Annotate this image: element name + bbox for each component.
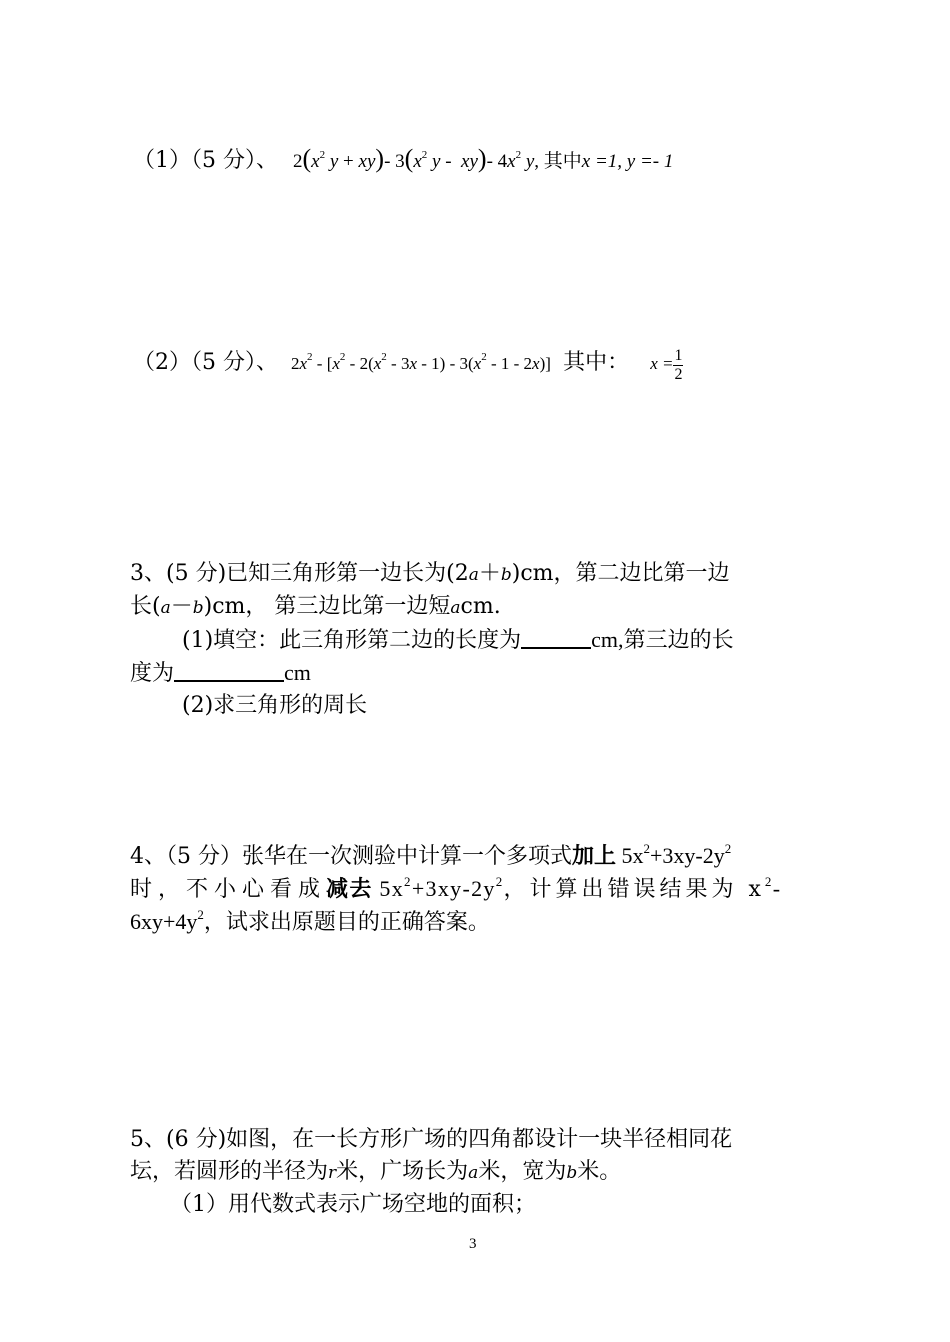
answer-blank-third-side[interactable] <box>174 658 284 682</box>
question-4-line-3: $6xy+4y^2$，试求出原题目的正确答案。 <box>130 907 490 935</box>
page-number: 3 <box>469 1236 477 1252</box>
question-5-line-2: 坛，若圆形的半径为r米，广场长为a米，宽为b米。 <box>130 1159 622 1184</box>
question-3-line-2: 长(a－b)cm， 第三边比第一边短acm. <box>130 594 501 619</box>
question-3-sub-1: (1)填空：此三角形第二边的长度为 cm,第三边的长 <box>182 627 734 653</box>
question-1-label: （1）（5 分）、 <box>133 148 278 173</box>
question-2-condition: x = $\frac{1}{2}$ <box>650 346 683 383</box>
fraction-one-half: $\frac{1}{2}$ <box>674 346 683 383</box>
question-5 <box>130 1124 820 1221</box>
question-4-line-1: 4、（5 分）张华在一次测验中计算一个多项式加上 $5x^2+3xy-2y^2$ <box>130 841 732 869</box>
question-2 <box>133 345 683 384</box>
answer-blank-second-side[interactable] <box>521 625 591 649</box>
question-3-sub-2: (2)求三角形的周长 <box>182 693 368 718</box>
question-3-line-1: 3、(5 分)已知三角形第一边长为(2a＋b)cm，第二边比第一边 <box>130 561 730 586</box>
question-2-expression: $2x^2 - [x^2 - 2(x^2 - 3x - 1) - 3(x^2 - 1 - 2x)]$ <box>291 351 556 373</box>
question-1-expression: $2(x^2$ y + xy)- $3(x^2$ y - xy)- $4x^2$ y, <box>293 144 544 173</box>
question-2-label: （2）（5 分）、 <box>133 350 278 375</box>
question-4-line-2: 时，不小心看成减去 $5x^2+3xy-2y^2$，计算出错误结果为 $x^2-$ <box>130 874 782 902</box>
question-3 <box>130 558 820 722</box>
question-1 <box>133 143 673 174</box>
question-5-line-1: 5、(6 分)如图，在一长方形广场的四角都设计一块半径相同花 <box>130 1127 733 1152</box>
question-3-sub-1-line-2: 度为 cm <box>130 660 311 686</box>
question-5-sub-1: （1）用代数式表示广场空地的面积； <box>170 1192 536 1217</box>
question-2-tail: 其中： <box>563 350 630 375</box>
question-4 <box>130 840 820 939</box>
question-1-tail: 其中 <box>543 151 582 172</box>
question-1-condition: x =1, y =- 1 <box>581 151 674 172</box>
